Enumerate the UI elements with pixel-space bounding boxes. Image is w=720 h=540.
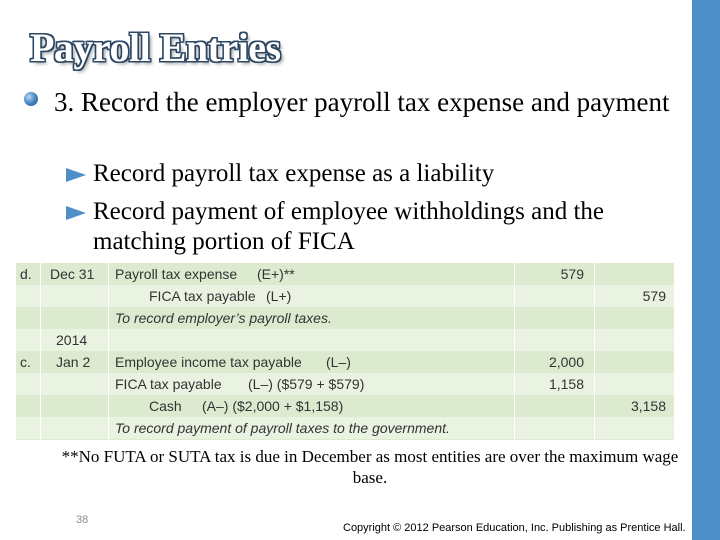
journal-row	[16, 417, 674, 439]
entry-date: Jan 2	[56, 354, 91, 370]
account-tag: (L–) ($579 + $579)	[248, 376, 365, 392]
entry-year: 2014	[56, 332, 88, 348]
journal-row	[16, 329, 674, 351]
column-divider	[514, 263, 515, 440]
journal-row	[16, 285, 674, 307]
entry-label: c.	[20, 354, 31, 370]
column-divider	[108, 263, 109, 440]
account-name: Employee income tax payable	[115, 354, 302, 370]
page-number: 38	[76, 514, 89, 526]
account-name: Cash	[149, 398, 182, 414]
account-tag: (E+)**	[257, 266, 295, 282]
journal-row	[16, 307, 674, 329]
account-name: FICA tax payable	[115, 376, 222, 392]
journal-entries-table	[16, 263, 674, 440]
arrow-bullet-icon	[66, 206, 86, 220]
entry-explanation: To record payment of payroll taxes to the government.	[115, 420, 450, 436]
journal-row	[16, 351, 674, 373]
entry-date: Dec 31	[50, 266, 95, 282]
debit-amount: 2,000	[548, 354, 584, 370]
slide-title: Payroll Entries	[30, 25, 281, 70]
main-bullet-text: 3. Record the employer payroll tax expense and payment	[54, 87, 670, 117]
entry-explanation: To record employer’s payroll taxes.	[115, 310, 332, 326]
column-divider	[40, 263, 41, 440]
column-divider	[594, 263, 595, 440]
entry-label: d.	[20, 266, 32, 282]
journal-row	[16, 263, 674, 285]
footnote: **No FUTA or SUTA tax is due in December as most entities are over the maximum wage base.	[61, 447, 679, 487]
credit-amount: 3,158	[630, 398, 666, 414]
copyright-notice: Copyright © 2012 Pearson Education, Inc. Publishing as Prentice Hall.	[343, 522, 686, 534]
account-tag: (L+)	[266, 288, 292, 304]
credit-amount: 579	[642, 288, 666, 304]
sub-bullet-text: Record payroll tax expense as a liability	[93, 160, 495, 187]
right-accent-bar	[692, 0, 720, 540]
arrow-bullet-icon	[66, 168, 86, 182]
account-tag: (L–)	[326, 354, 351, 370]
account-name: Payroll tax expense	[115, 266, 238, 282]
journal-row	[16, 395, 674, 417]
debit-amount: 579	[560, 266, 584, 282]
journal-row	[16, 373, 674, 395]
bullet-dot-icon	[24, 92, 38, 106]
debit-amount: 1,158	[548, 376, 584, 392]
account-name: FICA tax payable	[149, 288, 256, 304]
sub-bullet-text: Record payment of employee withholdings and the matching portion of FICA	[93, 198, 604, 255]
account-tag: (A–) ($2,000 + $1,158)	[202, 398, 344, 414]
